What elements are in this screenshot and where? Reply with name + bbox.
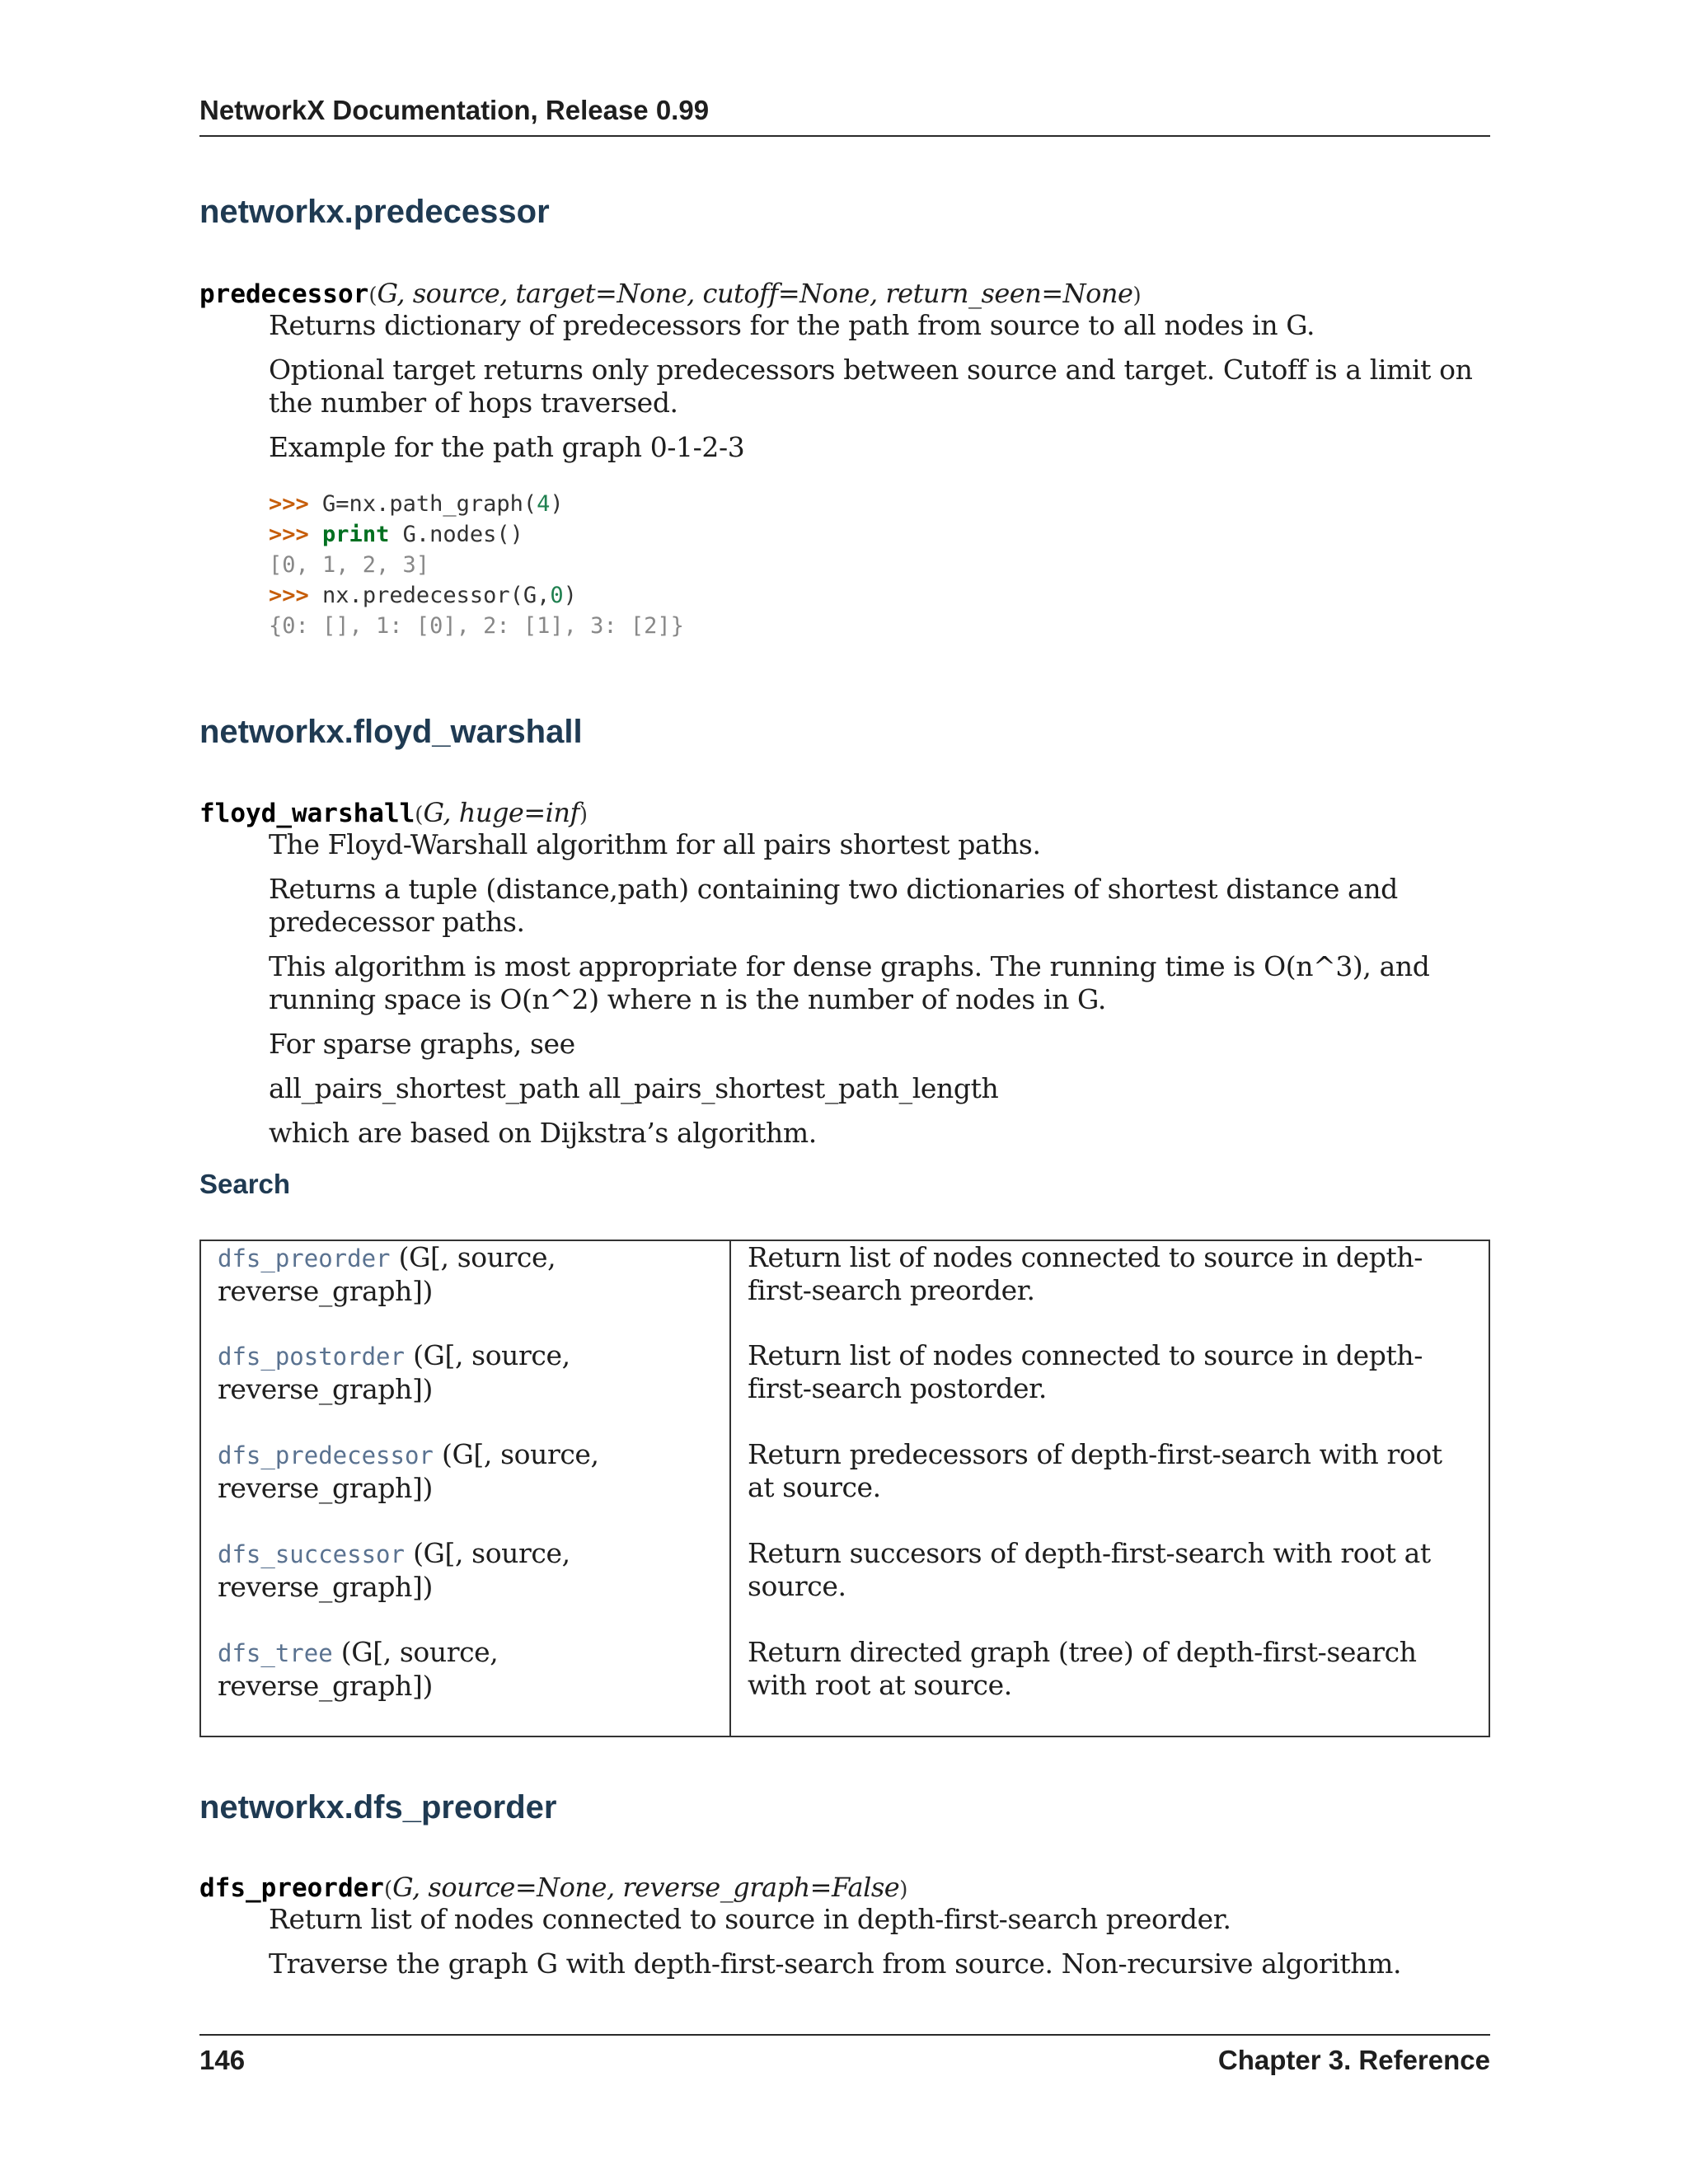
paragraph: This algorithm is most appropriate for dense graphs. The running time is O(n^3), and running space is O(n^2) where n is the number of nodes in G. — [269, 950, 1430, 1015]
subsection-title-search: Search — [199, 1169, 291, 1199]
table-cell-description: Return succesors of depth-first-search with root at source. — [748, 1537, 1431, 1602]
table-cell-description: Return list of nodes connected to source in depth-first-search postorder. — [748, 1339, 1423, 1404]
table-cell-description: Return list of nodes connected to source in depth-first-search preorder. — [748, 1241, 1423, 1306]
code-example: >>> G=nx.path_graph(4) >>> print G.nodes() [0, 1, 2, 3] >>> nx.predecessor(G,0) {0: [], 1: [0], 2: [1], 3: [2]} — [269, 491, 684, 639]
search-summary-table — [199, 1240, 1490, 1737]
page-number: 146 — [199, 2045, 246, 2075]
paragraph: Example for the path graph 0-1-2-3 — [269, 431, 745, 463]
table-row — [200, 1240, 1489, 1339]
function-params: G, source, target=None, cutoff=None, return_seen=None — [377, 278, 1133, 309]
section-title-predecessor: networkx.predecessor — [199, 194, 550, 230]
paragraph: Returns a tuple (distance,path) containing two dictionaries of shortest distance and predecessor paths. — [269, 873, 1398, 938]
section-body-floyd-warshall — [269, 828, 1490, 1161]
table-cell-function: dfs_postorder (G[, source, reverse_graph]) — [200, 1339, 730, 1438]
running-header: NetworkX Documentation, Release 0.99 — [199, 94, 1490, 137]
function-link[interactable]: dfs_successor — [218, 1540, 405, 1568]
table-cell-function: dfs_predecessor (G[, source, reverse_graph]) — [200, 1438, 730, 1537]
function-name: dfs_preorder — [199, 1873, 384, 1903]
function-link[interactable]: dfs_preorder — [218, 1244, 391, 1272]
function-link[interactable]: dfs_tree — [218, 1639, 333, 1667]
table-row — [200, 1438, 1489, 1537]
section-title-floyd-warshall: networkx.floyd_warshall — [199, 714, 583, 750]
section-title-dfs-preorder: networkx.dfs_preorder — [199, 1789, 557, 1825]
function-link[interactable]: dfs_predecessor — [218, 1441, 434, 1469]
document-page — [199, 0, 1490, 2184]
chapter-label: Chapter 3. Reference — [1217, 2045, 1490, 2075]
table-cell-function: dfs_successor (G[, source, reverse_graph]) — [200, 1537, 730, 1636]
table-cell-description: Return directed graph (tree) of depth-first-search with root at source. — [748, 1636, 1417, 1701]
paragraph: Traverse the graph G with depth-first-search from source. Non-recursive algorithm. — [269, 1947, 1402, 1980]
function-signature-floyd-warshall: floyd_warshall(G, huge=inf) — [199, 797, 588, 828]
function-name: floyd_warshall — [199, 799, 415, 828]
table-row — [200, 1339, 1489, 1438]
function-signature-dfs-preorder: dfs_preorder(G, source=None, reverse_graph=False) — [199, 1872, 908, 1903]
table-row — [200, 1537, 1489, 1636]
section-body-predecessor — [269, 309, 1490, 641]
paragraph: all_pairs_shortest_path all_pairs_shortest_path_length — [269, 1072, 999, 1104]
paragraph: The Floyd-Warshall algorithm for all pairs shortest paths. — [269, 828, 1041, 860]
paragraph: Returns dictionary of predecessors for the path from source to all nodes in G. — [269, 309, 1315, 341]
running-footer — [199, 2034, 1490, 2077]
function-params: G, source=None, reverse_graph=False — [392, 1872, 900, 1903]
paragraph: which are based on Dijkstra’s algorithm. — [269, 1117, 817, 1149]
paragraph: Return list of nodes connected to source in depth-first-search preorder. — [269, 1903, 1231, 1935]
paragraph: Optional target returns only predecessors between source and target. Cutoff is a limit on the number of hops traversed. — [269, 354, 1473, 419]
section-body-dfs-preorder — [269, 1903, 1490, 1992]
function-signature-predecessor: predecessor(G, source, target=None, cutoff=None, return_seen=None) — [199, 278, 1142, 309]
table-cell-description: Return predecessors of depth-first-search with root at source. — [748, 1438, 1442, 1503]
function-name: predecessor — [199, 279, 369, 309]
function-link[interactable]: dfs_postorder — [218, 1343, 405, 1371]
function-params: G, huge=inf — [423, 797, 579, 828]
table-cell-function: dfs_tree (G[, source, reverse_graph]) — [200, 1636, 730, 1736]
paragraph: For sparse graphs, see — [269, 1028, 575, 1060]
table-row — [200, 1636, 1489, 1736]
table-cell-function: dfs_preorder (G[, source, reverse_graph]) — [200, 1240, 730, 1339]
